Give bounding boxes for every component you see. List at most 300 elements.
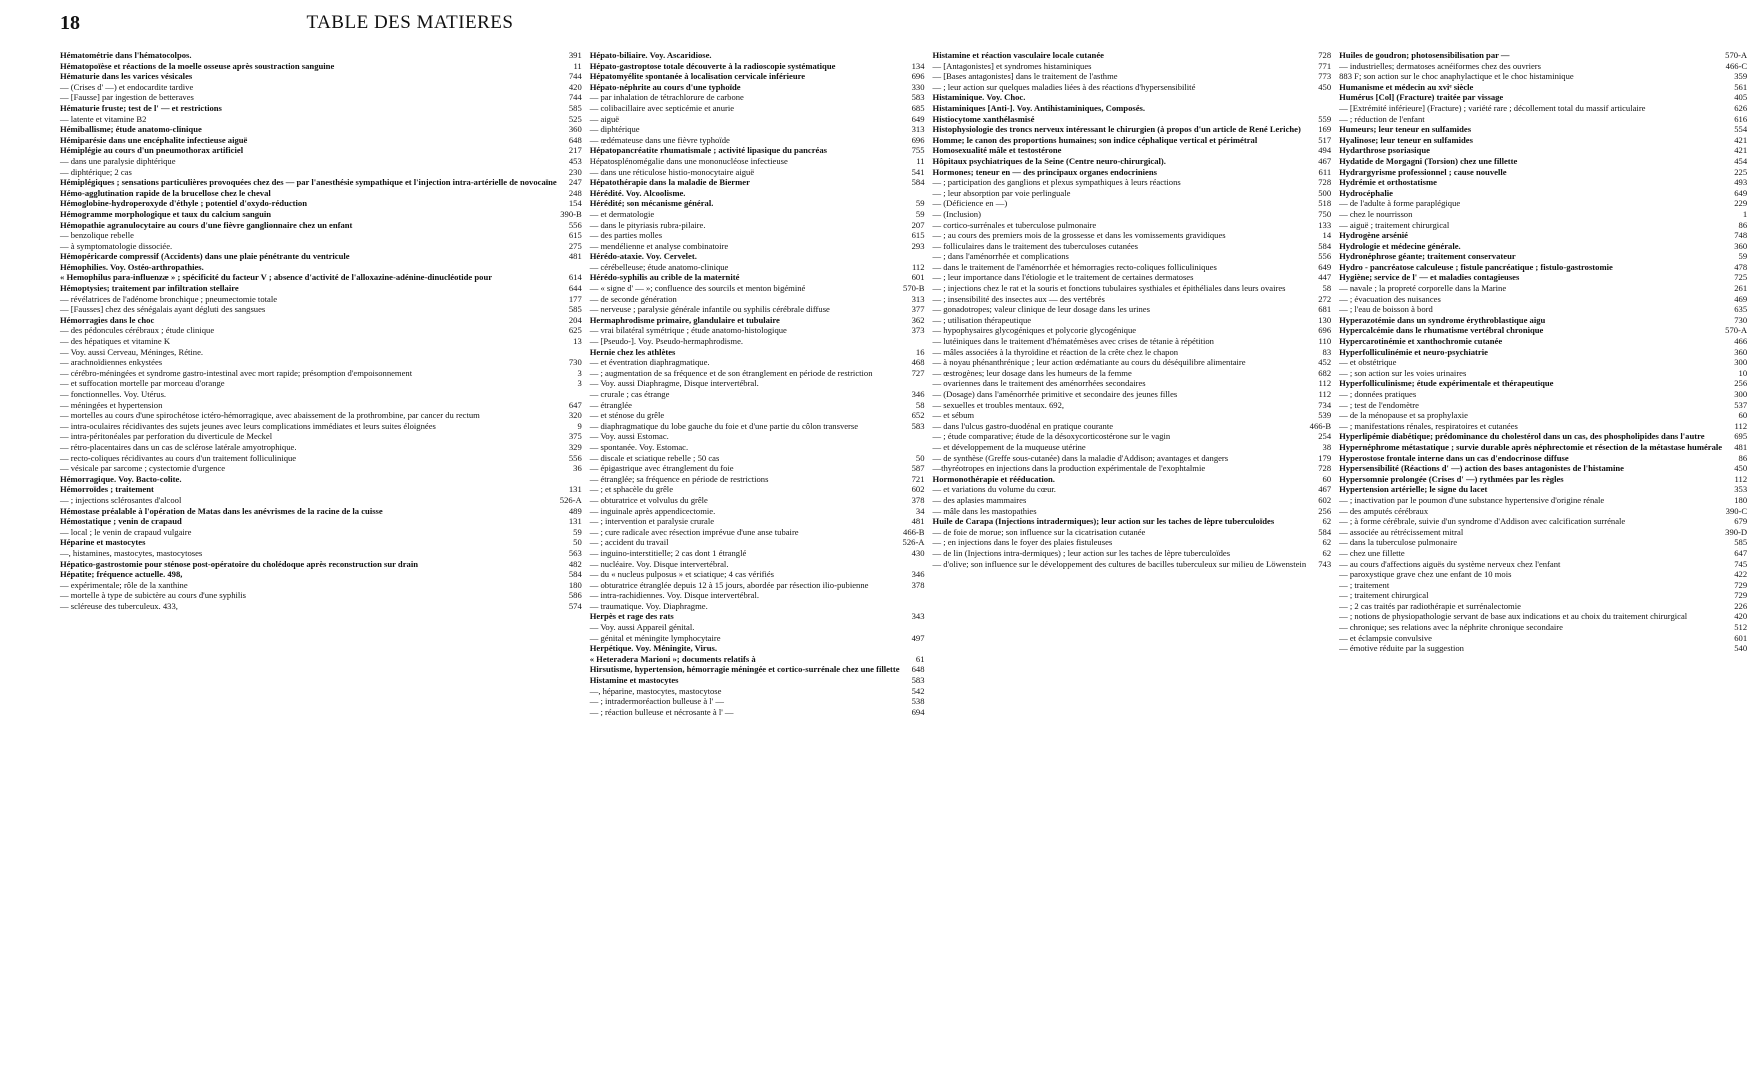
index-entry <box>590 241 925 252</box>
index-entry <box>590 474 925 485</box>
index-entry-text: Hémostase préalable à l'opération de Matas dans les anévrismes de la racine de la cuisse <box>60 505 383 516</box>
index-entry-page: 570-B <box>903 283 925 294</box>
index-entry-text: — et éclampsie convulsive <box>1339 632 1432 643</box>
index-entry <box>933 220 1332 231</box>
index-entry-page: 517 <box>1318 134 1332 145</box>
index-entry <box>1339 537 1747 548</box>
index-entry-text: Hépato-gastroptose totale découverte à la radioscopie systématique <box>589 60 836 71</box>
index-entry <box>590 209 925 220</box>
index-entry <box>60 304 582 315</box>
index-entry-page: 583 <box>911 92 925 103</box>
index-entry-page: 256 <box>1734 378 1747 389</box>
index-entry-text: — rétro-placentaires dans un cas de sclérose latérale amyotrophique. <box>60 441 297 452</box>
index-entry-page: 481 <box>911 516 925 527</box>
index-entry-text: Histaminique. Voy. Choc. <box>932 92 1026 103</box>
index-entry-text: — fonctionnelles. Voy. Utérus. <box>60 389 167 399</box>
index-entry-text: — (Déficience en —) <box>932 198 1008 209</box>
index-column-2 <box>590 50 925 1050</box>
index-entry-text: — mâle dans les mastopathies <box>932 505 1037 516</box>
index-entry <box>1339 177 1747 188</box>
index-entry-text: Hépato-biliaire. Voy. Ascaridiose. <box>589 50 712 60</box>
index-entry <box>933 347 1332 358</box>
index-entry-page: 38 <box>1322 441 1332 452</box>
index-entry-text: — folliculaires dans le traitement des tuberculoses cutanées <box>932 240 1138 251</box>
index-entry <box>60 400 582 411</box>
index-entry <box>933 421 1332 432</box>
index-entry <box>60 230 582 241</box>
index-entry <box>1339 410 1747 421</box>
index-entry-page: 11 <box>573 60 582 71</box>
index-entry-page: 696 <box>911 71 925 82</box>
index-entry <box>1339 241 1747 252</box>
index-entry <box>590 664 925 675</box>
index-entry-page: 390-D <box>1725 526 1747 537</box>
page-number: 18 <box>60 12 80 34</box>
index-entry-text: Hépatomyélite spontanée à localisation cervicale inférieure <box>589 71 806 82</box>
index-entry <box>1339 103 1747 114</box>
index-entry-text: — nerveuse ; paralysie générale infantile ou syphilis cérébrale diffuse <box>589 304 830 315</box>
index-entry-text: Hydronéphrose géante; traitement conservateur <box>1339 251 1516 262</box>
index-entry-page <box>903 601 925 612</box>
index-entry-text: — ; participation des ganglions et plexus sympathiques à leurs réactions <box>932 177 1181 188</box>
index-entry-page: 254 <box>1318 431 1332 442</box>
index-entry <box>590 251 925 262</box>
index-entry-page: 729 <box>1734 590 1747 601</box>
index-entry-page: 110 <box>1318 336 1332 347</box>
index-entry-text: — ; inactivation par le poumon d'une substance hypertensive d'origine rénale <box>1339 494 1605 505</box>
index-entry-page: 217 <box>568 145 582 156</box>
index-entry <box>60 336 582 347</box>
index-entry-text: — [Bases antagonistes] dans le traitement de l'asthme <box>932 71 1118 82</box>
index-entry-page: 86 <box>1738 219 1747 230</box>
index-entry-text: Hyalinose; leur teneur en sulfamides <box>1339 134 1473 145</box>
index-entry-text: — de foie de morue; son influence sur la cicatrisation cutanée <box>932 526 1146 537</box>
index-entry-text: — benzolique rebelle <box>60 230 134 241</box>
index-entry-text: Hydatide de Morgagni (Torsion) chez une fillette <box>1339 155 1518 166</box>
index-entry <box>1339 474 1747 485</box>
index-entry <box>60 601 582 612</box>
index-entry-page: 329 <box>568 441 582 452</box>
index-entry <box>60 167 582 178</box>
index-entry-page: 360 <box>568 124 582 135</box>
index-entry <box>933 357 1332 368</box>
index-entry-page: 755 <box>911 145 925 156</box>
index-entry-page <box>903 590 925 601</box>
index-entry-text: — recto-coliques récidivantes au cours d'un traitement folliculinique <box>60 452 297 463</box>
index-entry <box>590 453 925 464</box>
index-entry <box>590 410 925 421</box>
index-entry <box>590 643 925 654</box>
index-entry-page: 229 <box>1734 198 1747 209</box>
index-entry-text: — et suffocation mortelle par morceau d'orange <box>60 378 225 389</box>
index-entry-page: 59 <box>573 526 582 537</box>
index-entry-text: — traumatique. Voy. Diaphragme. <box>589 600 708 611</box>
index-entry <box>590 431 925 442</box>
index-entry <box>933 537 1332 548</box>
index-entry-page: 204 <box>568 314 582 325</box>
index-entry <box>933 167 1332 178</box>
index-entry-text: — ; intervention et paralysie crurale <box>589 516 715 527</box>
index-entry <box>590 156 925 167</box>
index-entry <box>60 82 582 93</box>
index-entry <box>1339 262 1747 273</box>
index-entry-page: 625 <box>568 325 582 336</box>
index-entry-page: 583 <box>911 675 925 686</box>
index-column-1 <box>60 50 582 1050</box>
index-entry <box>60 442 582 453</box>
index-entry-text: Hydro - pancréatose calculeuse ; fistule pancréatique ; fistulo-gastrostomie <box>1339 261 1613 272</box>
index-entry-text: — et éventration diaphragmatique. <box>589 357 710 368</box>
index-entry-text: — ; manifestations rénales, respiratoires et cutanées <box>1339 420 1518 431</box>
index-entry <box>1339 114 1747 125</box>
index-entry-text: — inguino-interstitielle; 2 cas dont 1 étranglé <box>589 547 747 558</box>
index-entry <box>933 484 1332 495</box>
index-entry-text: Hydarthrose psoriasique <box>1339 145 1430 156</box>
index-entry-text: — Voy. aussi Diaphragme, Disque intervertébral. <box>589 378 759 389</box>
index-entry-text: — ; son action sur les voies urinaires <box>1339 367 1467 378</box>
index-entry <box>60 283 582 294</box>
index-entry <box>1339 220 1747 231</box>
index-entry-text: — ; au cours des premiers mois de la grossesse et dans les vomissements gravidiques <box>932 230 1226 241</box>
index-entry-page: 563 <box>568 547 582 558</box>
index-entry-text: — arachnoïdiennes enkystées <box>60 357 163 368</box>
index-entry-page: 584 <box>1318 526 1332 537</box>
index-entry-text: — ; accident du travail <box>589 537 669 548</box>
index-entry <box>1339 559 1747 570</box>
index-entry-text: Hémoptysies; traitement par infiltration stellaire <box>60 283 239 294</box>
index-entry <box>60 50 582 61</box>
index-entry-text: — lutéiniques dans le traitement d'hématémèses avec crises de tétanie à répétition <box>932 336 1214 347</box>
index-entry <box>590 590 925 601</box>
index-entry-page: 346 <box>911 389 925 399</box>
index-entry-text: Huile de Carapa (Injections intradermiques); leur action sur les taches de lèpre tuberculoïdes <box>932 516 1275 527</box>
index-entry <box>1339 156 1747 167</box>
index-entry-text: — méningées et hypertension <box>60 399 163 410</box>
index-entry-text: Humérus [Col] (Fracture) traitée par vissage <box>1339 92 1504 103</box>
index-entry <box>60 71 582 82</box>
index-entry <box>590 622 925 633</box>
index-entry-text: Hygiène; service de l' — et maladies contagieuses <box>1339 272 1520 283</box>
index-entry-page: 83 <box>1322 346 1332 357</box>
index-entry <box>590 442 925 453</box>
index-entry-text: — colibacillaire avec septicémie et anurie <box>589 102 735 113</box>
index-entry <box>590 124 925 135</box>
index-entry <box>1339 272 1747 283</box>
index-entry <box>60 559 582 570</box>
index-entry <box>933 209 1332 220</box>
index-entry-page: 420 <box>1734 611 1747 622</box>
index-entry-page: 378 <box>911 494 925 505</box>
index-entry-page: 59 <box>915 198 925 209</box>
index-entry <box>933 389 1332 400</box>
index-entry-page: 3 <box>577 367 582 378</box>
index-entry-text: — émotive réduite par la suggestion <box>1339 643 1464 654</box>
index-entry-page: 230 <box>568 166 582 177</box>
index-entry-text: Hématurie dans les varices vésicales <box>60 71 193 82</box>
index-entry-text: Hépato-néphrite au cours d'une typhoïde <box>589 81 741 92</box>
index-entry-text: — intra-oculaires récidivantes des sujets jeunes avec leurs complications immédiates et leurs suites éloignées <box>60 420 436 431</box>
index-entry <box>590 527 925 538</box>
index-entry-text: Histophysiologie des troncs nerveux intéressant le chirurgien (à propos d'un article de René Leriche) <box>932 124 1301 135</box>
index-entry-page: 169 <box>1318 124 1332 135</box>
index-entry-text: — mendélienne et analyse combinatoire <box>589 240 729 251</box>
index-entry <box>933 442 1332 453</box>
index-entry-page: 584 <box>911 177 925 188</box>
index-entry <box>60 569 582 580</box>
index-entry-text: Hypersensibilité (Réactions d' —) action des bases antagonistes de l'histamine <box>1339 463 1624 474</box>
index-entry-page: 320 <box>568 410 582 421</box>
index-entry <box>933 474 1332 485</box>
index-entry-text: Hérédo-syphilis au crible de la maternité <box>589 272 740 283</box>
index-entry <box>590 167 925 178</box>
index-entry-text: —thyréotropes en injections dans la production expérimentale de l'exophtalmie <box>932 463 1206 474</box>
index-entry <box>933 368 1332 379</box>
index-entry-text: — révélatrices de l'adénome bronchique ; pneumectomie totale <box>60 293 278 304</box>
page-header <box>60 10 760 40</box>
index-entry-text: — Voy. aussi Appareil génital. <box>589 622 695 633</box>
index-entry <box>933 336 1332 347</box>
index-entry-page: 421 <box>1734 145 1747 156</box>
index-entry <box>590 389 925 400</box>
index-entry-text: — (Dosage) dans l'aménorrhée primitive et secondaire des jeunes filles <box>932 389 1178 399</box>
index-entry <box>1339 368 1747 379</box>
index-entry-page: 644 <box>568 283 582 294</box>
index-entry <box>1339 347 1747 358</box>
index-entry-page: 721 <box>911 473 925 484</box>
index-entry-text: — des pédoncules cérébraux ; étude clinique <box>60 325 215 336</box>
index-entry-text: — ; augmentation de sa fréquence et de son étranglement en période de restriction <box>589 367 873 378</box>
index-entry <box>60 347 582 358</box>
index-entry-text: Hépatothérapie dans la maladie de Biermer <box>589 177 750 188</box>
index-entry-page: 58 <box>1322 283 1332 294</box>
index-entry-text: — ; intradermoréaction bulleuse à l' — <box>589 696 724 707</box>
index-entry <box>590 188 925 199</box>
index-entry <box>60 61 582 72</box>
index-entry-page: 647 <box>568 399 582 410</box>
index-entry-page: 293 <box>911 240 925 251</box>
index-entry-page: 313 <box>911 124 925 135</box>
index-entry-text: Herpétique. Voy. Méningite, Virus. <box>589 643 717 654</box>
index-entry <box>1339 569 1747 580</box>
index-entry-page: 482 <box>568 558 582 569</box>
index-entry-page: 261 <box>1734 283 1747 294</box>
index-entry <box>590 707 925 718</box>
index-entry-page: 9 <box>577 420 582 431</box>
index-entry-page: 602 <box>911 484 925 495</box>
index-entry-text: Hépatosplénomégalie dans une mononucléose infectieuse <box>589 155 788 166</box>
index-entry <box>933 50 1332 61</box>
index-entry <box>933 156 1332 167</box>
index-entry <box>590 325 925 336</box>
index-entry-text: — diphtérique; 2 cas <box>60 166 132 177</box>
index-entry <box>1339 590 1747 601</box>
index-entry-page: 467 <box>1318 484 1332 495</box>
index-entry <box>590 304 925 315</box>
index-entry-text: — cérébro-méningées et syndrome gastro-intestinal avec mort rapide; présomption d'empoisonnement <box>60 367 413 378</box>
index-entry-text: — de lin (Injections intra-dermiques) ; leur action sur les taches de lèpre tuberculoïdes <box>932 547 1231 558</box>
index-entry-text: — Voy. aussi Estomac. <box>589 431 669 442</box>
index-entry-text: Hématurie fruste; test de l' — et restrictions <box>60 102 222 113</box>
index-entry-page: 540 <box>1734 643 1747 654</box>
index-entry-text: Hypersomnie prolongée (Crises d' —) rythmées par les règles <box>1339 473 1564 484</box>
index-entry-page: 225 <box>1734 166 1747 177</box>
index-entry-text: Hydrologie et médecine générale. <box>1339 240 1461 251</box>
index-entry <box>590 675 925 686</box>
index-entry-page: 13 <box>573 336 582 347</box>
index-entry-text: — « signe d' — »; confluence des sourcils et menton bigéminé <box>589 283 806 294</box>
index-entry-page: 247 <box>568 177 582 188</box>
index-entry-text: —, histamines, mastocytes, mastocytoses <box>60 547 203 558</box>
index-entry-text: Hémorroïdes ; traitement <box>60 484 154 495</box>
index-entry <box>1339 92 1747 103</box>
index-entry <box>60 103 582 114</box>
index-entry-page: 3 <box>577 378 582 389</box>
index-entry-page: 585 <box>1734 537 1747 548</box>
index-entry-text: — (Crises d' —) et endocardite tardive <box>60 81 194 92</box>
index-entry-page: 696 <box>911 134 925 145</box>
index-entry <box>590 569 925 580</box>
index-entry-page <box>903 431 925 442</box>
index-entry-text: — des hépatiques et vitamine K <box>60 336 171 347</box>
index-entry <box>1339 580 1747 591</box>
index-entry <box>590 516 925 527</box>
index-entry-text: — de l'adulte à forme paraplégique <box>1339 198 1461 209</box>
index-entry-text: — ; injections sclérosantes d'alcool <box>60 494 182 505</box>
index-entry <box>933 145 1332 156</box>
index-entry-text: — ; leur importance dans l'étiologie et le traitement de certaines dermatoses <box>932 272 1194 283</box>
index-entry-text: Humanisme et médecin au xviᵉ siècle <box>1339 81 1474 92</box>
index-entry-page: 744 <box>568 92 582 103</box>
index-entry-page: 34 <box>915 505 925 516</box>
index-entry <box>1339 82 1747 93</box>
index-entry-page: 360 <box>1734 240 1747 251</box>
index-entry-text: Hépatopancréatite rhumatismale ; activité lipasique du pancréas <box>589 145 827 156</box>
index-entry <box>1339 453 1747 464</box>
index-entry-page: 256 <box>1318 505 1332 516</box>
index-entry-text: — discale et sciatique rebelle ; 50 cas <box>589 452 720 463</box>
index-entry <box>590 368 925 379</box>
index-entry-text: — ; traitement <box>1339 579 1390 590</box>
index-entry-page: 493 <box>1734 177 1747 188</box>
index-entry-text: — étranglée; sa fréquence en période de restrictions <box>589 473 769 484</box>
index-entry <box>60 220 582 231</box>
index-entry-page: 771 <box>1318 60 1332 71</box>
index-column-3 <box>933 50 1332 1050</box>
index-entry <box>590 177 925 188</box>
index-entry <box>933 410 1332 421</box>
index-entry <box>1339 167 1747 178</box>
index-entry-text: — aiguë <box>589 113 620 124</box>
index-entry <box>1339 251 1747 262</box>
index-entry-text: — cortico-surrénales et tuberculose pulmonaire <box>932 219 1097 230</box>
index-entry-page: 583 <box>911 420 925 431</box>
index-entry-page: 743 <box>1318 558 1332 569</box>
index-entry <box>1339 611 1747 622</box>
index-entry <box>590 484 925 495</box>
index-entry-text: Hyperostose frontale interne dans un cas d'endocrinose diffuse <box>1339 452 1569 463</box>
index-entry-text: Hermaphrodisme primaire, glandulaire et tubulaire <box>589 314 780 325</box>
index-entry <box>933 453 1332 464</box>
index-entry <box>60 114 582 125</box>
index-entry <box>590 283 925 294</box>
index-entry-page: 541 <box>911 166 925 177</box>
index-entry-page: 11 <box>916 155 925 166</box>
index-entry-text: Hémopathie agranulocytaire au cours d'une fièvre ganglionnaire chez un enfant <box>60 219 353 230</box>
index-entry <box>1339 601 1747 612</box>
index-entry <box>590 506 925 517</box>
index-entry-page <box>903 643 925 654</box>
index-entry <box>590 262 925 273</box>
index-entry-page: 450 <box>1318 81 1332 92</box>
index-entry-text: — dans la tuberculose pulmonaire <box>1339 537 1458 548</box>
index-entry-page: 447 <box>1318 272 1332 283</box>
index-entry-page: 537 <box>1734 399 1747 410</box>
index-entry-text: Hépatite; fréquence actuelle. 498, <box>60 569 183 580</box>
index-columns <box>60 50 1747 1050</box>
index-entry-page: 154 <box>568 198 582 209</box>
index-entry-page: 574 <box>568 600 582 611</box>
index-entry-text: — et sébum <box>932 410 975 421</box>
index-entry <box>933 188 1332 199</box>
index-entry-text: — au cours d'affections aiguës du système nerveux chez l'enfant <box>1339 558 1561 569</box>
index-entry-page: 359 <box>1734 71 1747 82</box>
index-entry-text: Hormonothérapie et rééducation. <box>932 473 1055 484</box>
index-entry-text: Hémorragies dans le choc <box>60 314 155 325</box>
index-entry-page: 538 <box>911 696 925 707</box>
index-entry-page: 375 <box>568 431 582 442</box>
index-entry <box>933 262 1332 273</box>
index-entry-page: 750 <box>1318 208 1332 219</box>
index-entry <box>1339 463 1747 474</box>
index-entry-page: 343 <box>911 611 925 622</box>
index-entry <box>1339 198 1747 209</box>
index-entry-page: 525 <box>568 113 582 124</box>
index-entry <box>60 124 582 135</box>
index-entry <box>590 548 925 559</box>
index-entry <box>1339 145 1747 156</box>
index-entry <box>933 135 1332 146</box>
index-entry <box>590 686 925 697</box>
index-entry <box>60 294 582 305</box>
index-entry <box>590 92 925 103</box>
index-entry-page: 346 <box>911 569 925 580</box>
index-entry-page: 207 <box>911 219 925 230</box>
index-entry-page: 60 <box>1738 410 1747 421</box>
index-entry-text: — ; test de l'endomètre <box>1339 399 1419 410</box>
index-entry <box>590 559 925 570</box>
index-entry-text: — ; utilisation thérapeutique <box>932 314 1032 325</box>
index-entry-text: — expérimentale; rôle de la xanthine <box>60 579 188 590</box>
index-entry-text: — d'olive; son influence sur le développement des cultures de bacilles tuberculeux sur milieu de Löwenstein <box>932 558 1307 569</box>
index-entry-text: Hypercalcémie dans le rhumatisme vertébral chronique <box>1339 325 1544 336</box>
index-entry-text: Histiocytome xanthélasmisé <box>932 113 1035 124</box>
index-entry-text: — cérébelleuse; étude anatomo-clinique <box>589 261 729 272</box>
index-entry-page: 466-C <box>1725 60 1747 71</box>
index-entry-text: — chronique; ses relations avec la néphrite chronique secondaire <box>1339 622 1563 633</box>
index-entry-text: Hôpitaux psychiatriques de la Seine (Centre neuro-chirurgical). <box>932 155 1166 166</box>
index-entry-text: 883 F; son action sur le choc anaphylactique et le choc histaminique <box>1339 71 1574 82</box>
index-entry <box>590 611 925 622</box>
index-entry <box>590 580 925 591</box>
index-entry <box>590 230 925 241</box>
index-entry-text: — dans une réticulose histio-monocytaire aiguë <box>589 166 755 177</box>
index-entry-text: Humeurs; leur teneur en sulfamides <box>1339 124 1472 135</box>
index-entry <box>1339 495 1747 506</box>
index-entry-page: 649 <box>911 113 925 124</box>
index-entry <box>590 495 925 506</box>
index-entry-text: Histamine et réaction vasculaire locale cutanée <box>932 50 1104 60</box>
index-entry-page: 373 <box>911 325 925 336</box>
